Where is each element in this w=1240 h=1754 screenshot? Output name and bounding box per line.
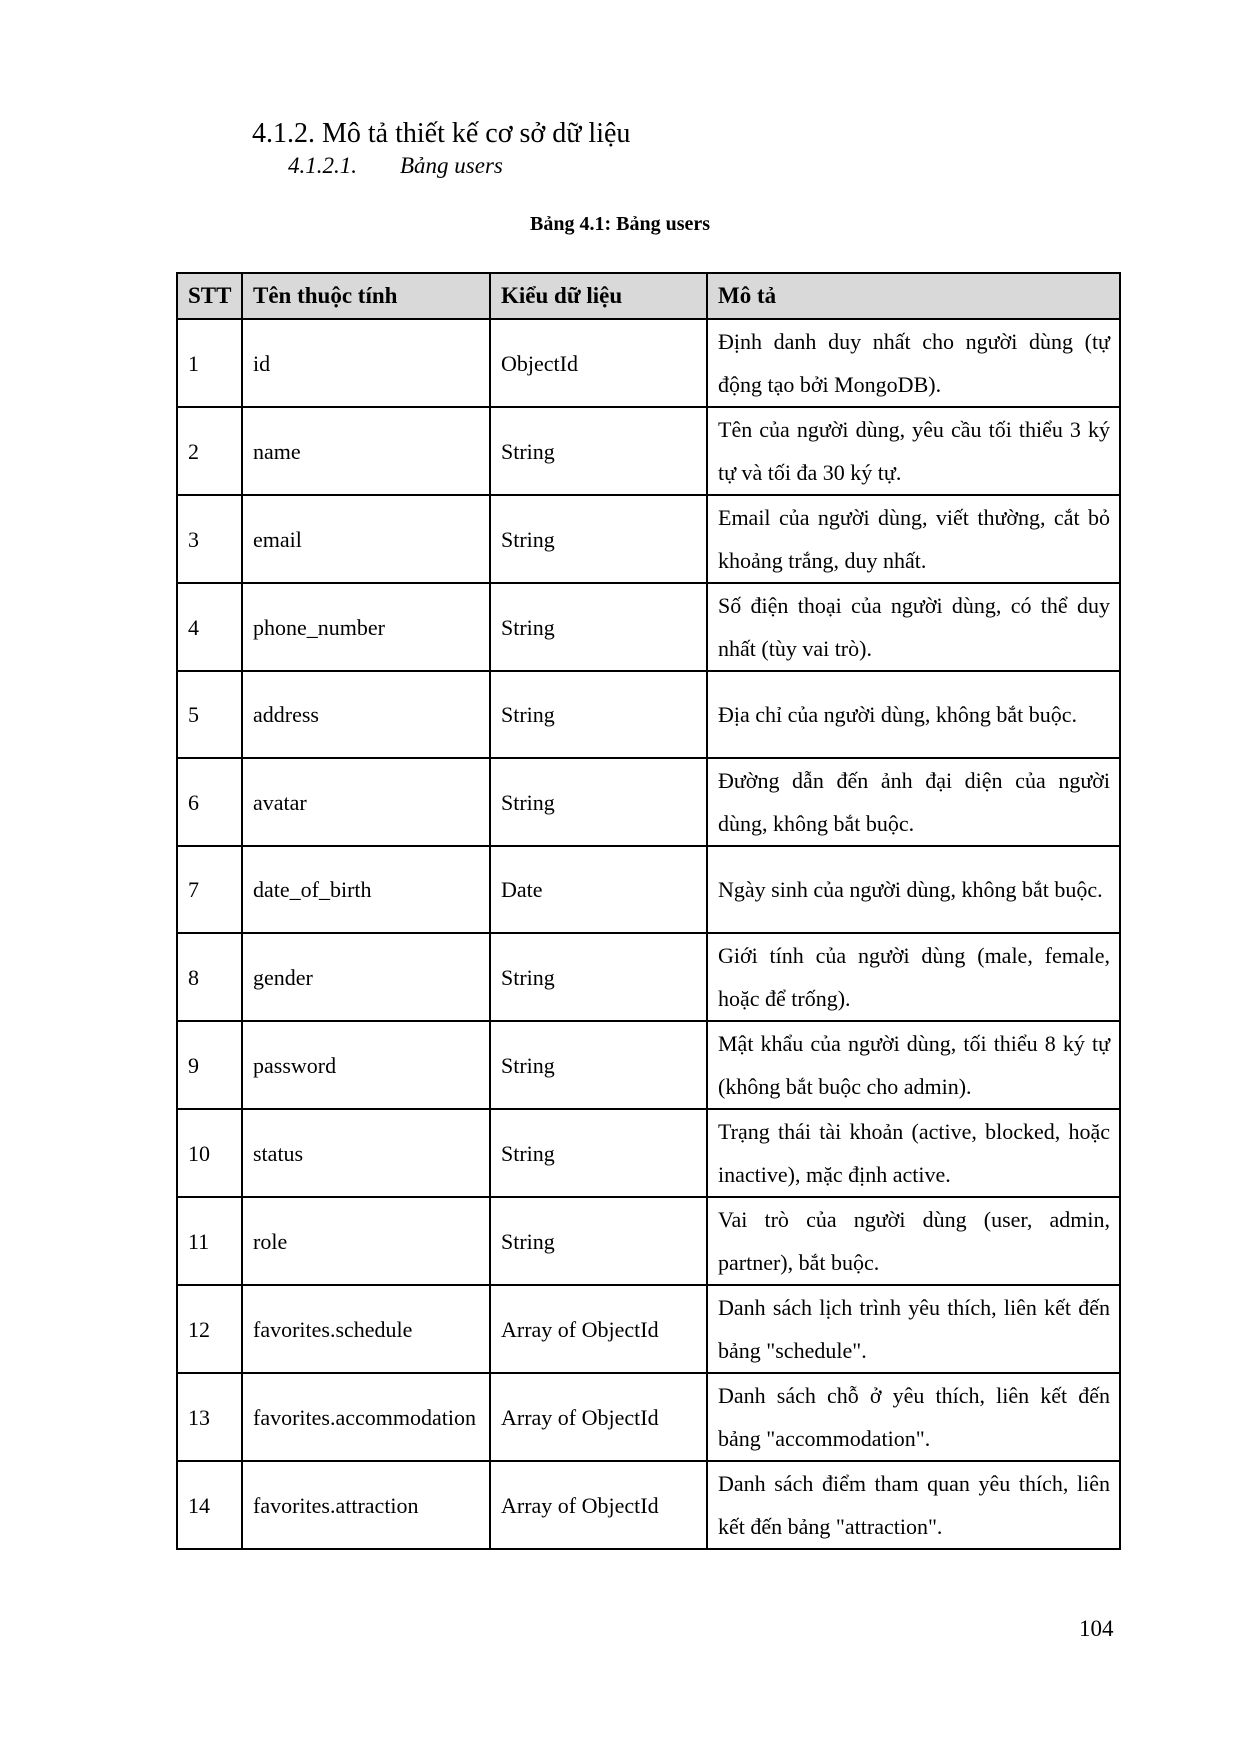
cell-attribute-name: id [242, 319, 490, 407]
cell-description: Đường dẫn đến ảnh đại diện của người dùng, không bắt buộc. [707, 758, 1120, 846]
cell-attribute-name: phone_number [242, 583, 490, 671]
table-row [177, 1109, 1120, 1197]
cell-stt: 5 [177, 671, 242, 758]
cell-data-type: Date [490, 846, 707, 933]
cell-data-type: String [490, 671, 707, 758]
table-row [177, 933, 1120, 1021]
cell-data-type: String [490, 1197, 707, 1285]
cell-attribute-name: password [242, 1021, 490, 1109]
cell-data-type: Array of ObjectId [490, 1285, 707, 1373]
section-heading: 4.1.2. Mô tả thiết kế cơ sở dữ liệu [252, 118, 631, 149]
cell-description: Danh sách chỗ ở yêu thích, liên kết đến bảng "accommodation". [707, 1373, 1120, 1461]
cell-stt: 14 [177, 1461, 242, 1549]
table-row [177, 671, 1120, 758]
cell-description: Ngày sinh của người dùng, không bắt buộc. [707, 846, 1120, 933]
cell-description: Trạng thái tài khoản (active, blocked, hoặc inactive), mặc định active. [707, 1109, 1120, 1197]
cell-attribute-name: role [242, 1197, 490, 1285]
cell-attribute-name: gender [242, 933, 490, 1021]
cell-attribute-name: favorites.attraction [242, 1461, 490, 1549]
cell-data-type: Array of ObjectId [490, 1373, 707, 1461]
cell-data-type: String [490, 1109, 707, 1197]
cell-attribute-name: name [242, 407, 490, 495]
cell-stt: 9 [177, 1021, 242, 1109]
table-row [177, 1461, 1120, 1549]
cell-description: Giới tính của người dùng (male, female, hoặc để trống). [707, 933, 1120, 1021]
cell-stt: 7 [177, 846, 242, 933]
cell-description: Địa chỉ của người dùng, không bắt buộc. [707, 671, 1120, 758]
subsection-title: Bảng users [400, 153, 503, 178]
cell-description: Mật khẩu của người dùng, tối thiểu 8 ký tự (không bắt buộc cho admin). [707, 1021, 1120, 1109]
cell-data-type: String [490, 583, 707, 671]
cell-description: Email của người dùng, viết thường, cắt bỏ khoảng trắng, duy nhất. [707, 495, 1120, 583]
cell-attribute-name: address [242, 671, 490, 758]
table-row [177, 495, 1120, 583]
cell-description: Tên của người dùng, yêu cầu tối thiểu 3 ký tự và tối đa 30 ký tự. [707, 407, 1120, 495]
cell-description: Số điện thoại của người dùng, có thể duy nhất (tùy vai trò). [707, 583, 1120, 671]
cell-stt: 4 [177, 583, 242, 671]
cell-data-type: String [490, 758, 707, 846]
table-row [177, 1373, 1120, 1461]
page-number: 104 [1079, 1616, 1114, 1641]
column-header-stt: STT [177, 273, 242, 319]
cell-data-type: ObjectId [490, 319, 707, 407]
table-header-row [177, 273, 1120, 319]
table-row [177, 846, 1120, 933]
cell-data-type: String [490, 495, 707, 583]
cell-stt: 6 [177, 758, 242, 846]
cell-attribute-name: favorites.schedule [242, 1285, 490, 1373]
cell-attribute-name: status [242, 1109, 490, 1197]
cell-description: Vai trò của người dùng (user, admin, partner), bắt buộc. [707, 1197, 1120, 1285]
table-row [177, 407, 1120, 495]
table-row [177, 1285, 1120, 1373]
table-row [177, 319, 1120, 407]
cell-stt: 13 [177, 1373, 242, 1461]
users-table [176, 272, 1121, 1550]
cell-stt: 3 [177, 495, 242, 583]
cell-data-type: String [490, 407, 707, 495]
table-row [177, 583, 1120, 671]
cell-data-type: String [490, 1021, 707, 1109]
cell-attribute-name: date_of_birth [242, 846, 490, 933]
table-row [177, 758, 1120, 846]
cell-description: Danh sách lịch trình yêu thích, liên kết đến bảng "schedule". [707, 1285, 1120, 1373]
column-header-data-type: Kiểu dữ liệu [490, 273, 707, 319]
cell-stt: 2 [177, 407, 242, 495]
cell-stt: 11 [177, 1197, 242, 1285]
cell-stt: 1 [177, 319, 242, 407]
cell-stt: 10 [177, 1109, 242, 1197]
cell-attribute-name: favorites.accommodation [242, 1373, 490, 1461]
cell-attribute-name: email [242, 495, 490, 583]
cell-attribute-name: avatar [242, 758, 490, 846]
cell-data-type: String [490, 933, 707, 1021]
cell-stt: 8 [177, 933, 242, 1021]
column-header-description: Mô tả [707, 273, 1120, 319]
table-row [177, 1197, 1120, 1285]
table-caption: Bảng 4.1: Bảng users [529, 213, 711, 235]
cell-description: Danh sách điểm tham quan yêu thích, liên kết đến bảng "attraction". [707, 1461, 1120, 1549]
cell-stt: 12 [177, 1285, 242, 1373]
subsection-heading [288, 151, 503, 181]
table-row [177, 1021, 1120, 1109]
column-header-attribute-name: Tên thuộc tính [242, 273, 490, 319]
cell-data-type: Array of ObjectId [490, 1461, 707, 1549]
subsection-number: 4.1.2.1. [288, 153, 357, 178]
cell-description: Định danh duy nhất cho người dùng (tự động tạo bởi MongoDB). [707, 319, 1120, 407]
